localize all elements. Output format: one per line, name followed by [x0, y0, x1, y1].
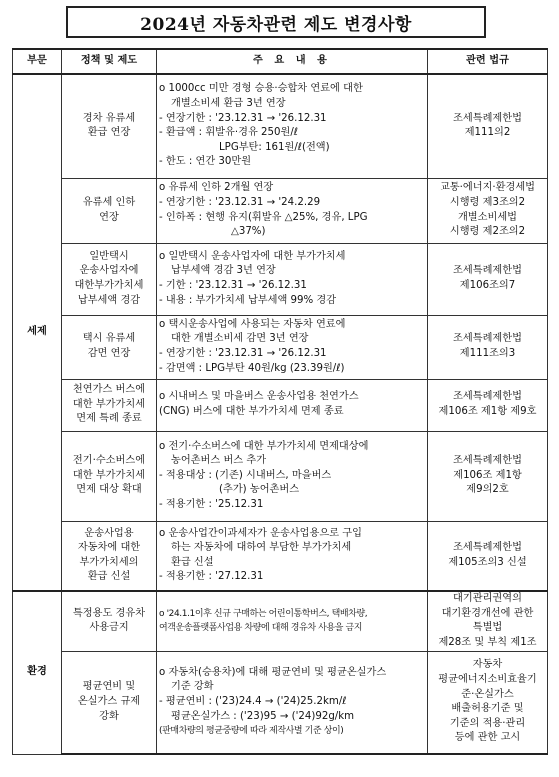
law-cell: 조세특례제한법 제105조의3 신설 — [428, 521, 548, 591]
law-cell: 조세특례제한법 제111의2 — [428, 74, 548, 178]
table-row — [13, 651, 548, 754]
policy-cell: 평균연비 및 온실가스 규제 강화 — [62, 651, 157, 754]
law-cell: 조세특례제한법 제111조의3 — [428, 315, 548, 379]
content-cell: o 1000cc 미만 경형 승용·승합차 연료에 대한 개별소비세 환급 3년 연장 - 연장기한 : '23.12.31 → '26.12.31 - 환급액 : 휘발유·경유 250원/ℓ LPG부탄: 161원/ℓ(전액) - 한도 : 연간 30만원 — [157, 74, 428, 178]
content-cell: o 택시운송사업에 사용되는 자동차 연료에 대한 개별소비세 감면 3년 연장 - 연장기한 : '23.12.31 → '26.12.31 - 감면액 : LPG부탄 40원/kg (23.39원/ℓ) — [157, 315, 428, 379]
table-row — [13, 243, 548, 315]
table-row — [13, 379, 548, 431]
table-row — [13, 591, 548, 651]
law-cell: 조세특례제한법 제106조의7 — [428, 243, 548, 315]
policy-cell: 특정용도 경유차 사용금지 — [62, 591, 157, 651]
content-cell: o 시내버스 및 마을버스 운송사업용 천연가스 (CNG) 버스에 대한 부가가치세 면제 종료 — [157, 379, 428, 431]
policy-cell: 전기·수소버스에 대한 부가가치세 면제 대상 확대 — [62, 431, 157, 521]
content-cell: o 자동차(승용차)에 대해 평균연비 및 평균온실가스 기준 강화 - 평균연비 : ('23)24.4 → ('24)25.2km/ℓ 평균온실가스 : ('23)95 → ('24)92g/km (판매차량의 평균중량에 따라 제작사별 기준 상이) — [157, 651, 428, 754]
table-header-row — [13, 49, 548, 74]
policy-cell: 유류세 인하 연장 — [62, 178, 157, 243]
table-row — [13, 315, 548, 379]
section-environment: 환경 — [13, 591, 62, 754]
content-cell: o 전기·수소버스에 대한 부가가치세 면제대상에 농어촌버스 버스 추가 - 적용대상 : (기존) 시내버스, 마을버스 (추가) 농어촌버스 - 적용기한 : '25.12.31 — [157, 431, 428, 521]
header-policy: 정책 및 제도 — [62, 49, 157, 74]
page-title: 2024년 자동차관련 제도 변경사항 — [140, 14, 412, 35]
header-section: 부문 — [13, 49, 62, 74]
law-cell: 대기관리권역의 대기환경개선에 관한 특별법 제28조 및 부칙 제1조 — [428, 591, 548, 651]
content-cell: o 운송사업간이과세자가 운송사업용으로 구입 하는 자동차에 대하여 부담한 부가가치세 환급 신설 - 적용기한 : '27.12.31 — [157, 521, 428, 591]
policy-cell: 일반택시 운송사업자에 대한부가가치세 납부세액 경감 — [62, 243, 157, 315]
policy-cell: 운송사업용 자동차에 대한 부가가치세의 환급 신설 — [62, 521, 157, 591]
header-law: 관련 법규 — [428, 49, 548, 74]
law-cell: 조세특례제한법 제106조 제1항 제9의2호 — [428, 431, 548, 521]
law-cell: 조세특례제한법 제106조 제1항 제9호 — [428, 379, 548, 431]
content-cell: o '24.1.1이후 신규 구매하는 어린이통학버스, 택배차량, 여객운송플랫폼사업용 차량에 대해 경유차 사용을 금지 — [157, 591, 428, 651]
law-cell: 교통·에너지·환경세법 시행령 제3조의2 개별소비세법 시행령 제2조의2 — [428, 178, 548, 243]
policy-cell: 경차 유류세 환급 연장 — [62, 74, 157, 178]
law-cell: 자동차 평균에너지소비효율기 준·온실가스 배출허용기준 및 기준의 적용·관리 등에 관한 고시 — [428, 651, 548, 754]
policy-cell: 천연가스 버스에 대한 부가가치세 면제 특례 종료 — [62, 379, 157, 431]
table-row — [13, 74, 548, 178]
table-row — [13, 431, 548, 521]
policy-table — [12, 48, 548, 755]
content-cell: o 일반택시 운송사업자에 대한 부가가치세 납부세액 경감 3년 연장 - 기한 : '23.12.31 → '26.12.31 - 내용 : 부가가치세 납부세액 99% 경감 — [157, 243, 428, 315]
header-content: 주 요 내 용 — [157, 49, 428, 74]
section-tax: 세제 — [13, 74, 62, 591]
policy-cell: 택시 유류세 감면 연장 — [62, 315, 157, 379]
table-row — [13, 178, 548, 243]
page-title-box — [66, 6, 486, 38]
table-row — [13, 521, 548, 591]
content-cell: o 유류세 인하 2개월 연장 - 연장기한 : '23.12.31 → '24.2.29 - 인하폭 : 현행 유지(휘발유 △25%, 경유, LPG △37%) — [157, 178, 428, 243]
